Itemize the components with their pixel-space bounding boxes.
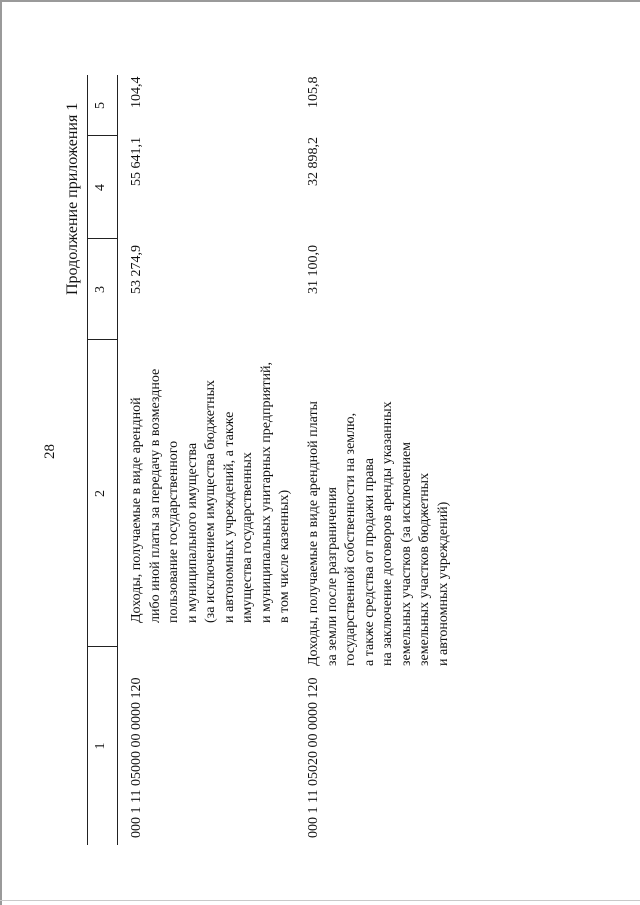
- header-col-5: 5: [93, 102, 108, 109]
- header-col-2: 2: [93, 490, 108, 497]
- page-number: 28: [42, 444, 58, 459]
- row2-desc-line: земельных участков бюджетных: [417, 472, 432, 666]
- row1-col3-value: 53 274,9: [129, 245, 144, 294]
- row2-desc-line: государственной собственности на землю,: [343, 412, 358, 666]
- row1-desc-line: и муниципального имущества: [184, 442, 200, 623]
- row1-desc-line: (за исключением имущества бюджетных: [203, 379, 218, 623]
- row2-desc-line: и автономных учреждений): [435, 501, 451, 666]
- table-header-bottom-border: [117, 75, 118, 845]
- row2-description: [305, 401, 453, 666]
- table-top-border: [87, 75, 88, 845]
- row1-desc-line: либо иной платы за передачу в возмездное: [147, 368, 163, 623]
- row1-desc-line: в том числе казенных): [277, 489, 292, 623]
- header-col-4: 4: [93, 184, 108, 191]
- row1-col5-value: 104,4: [129, 76, 144, 108]
- row2-code: 000 1 11 05020 00 0000 120: [306, 677, 321, 838]
- row1-desc-line: Доходы, получаемые в виде арендной: [129, 397, 144, 623]
- row1-code: 000 1 11 05000 00 0000 120: [129, 677, 144, 838]
- row2-col3-value: 31 100,0: [306, 245, 321, 294]
- header-col-1: 1: [93, 742, 108, 750]
- header-col-3: 3: [93, 286, 108, 293]
- row1-description: [128, 362, 295, 623]
- appendix-continuation-label: Продолжение приложения 1: [64, 102, 81, 295]
- row2-desc-line: на заключение договоров аренды указанных: [380, 401, 395, 666]
- row1-desc-line: имущества государственных: [240, 452, 255, 623]
- row2-desc-line: Доходы, получаемые в виде арендной платы: [306, 401, 321, 666]
- row1-col4-value: 55 641,1: [129, 137, 144, 186]
- row2-desc-line: за земли после разграничения: [324, 487, 340, 666]
- row1-desc-line: и автономных учреждений, а также: [221, 411, 237, 623]
- row2-col5-value: 105,8: [306, 76, 321, 108]
- row1-desc-line: пользование государственного: [166, 440, 181, 623]
- row2-col4-value: 32 898,2: [306, 137, 321, 186]
- row1-desc-line: и муниципальных унитарных предприятий,: [258, 362, 274, 623]
- row2-desc-line: а также средства от продажи права: [361, 458, 377, 666]
- row2-desc-line: земельных участков (за исключением: [398, 441, 414, 666]
